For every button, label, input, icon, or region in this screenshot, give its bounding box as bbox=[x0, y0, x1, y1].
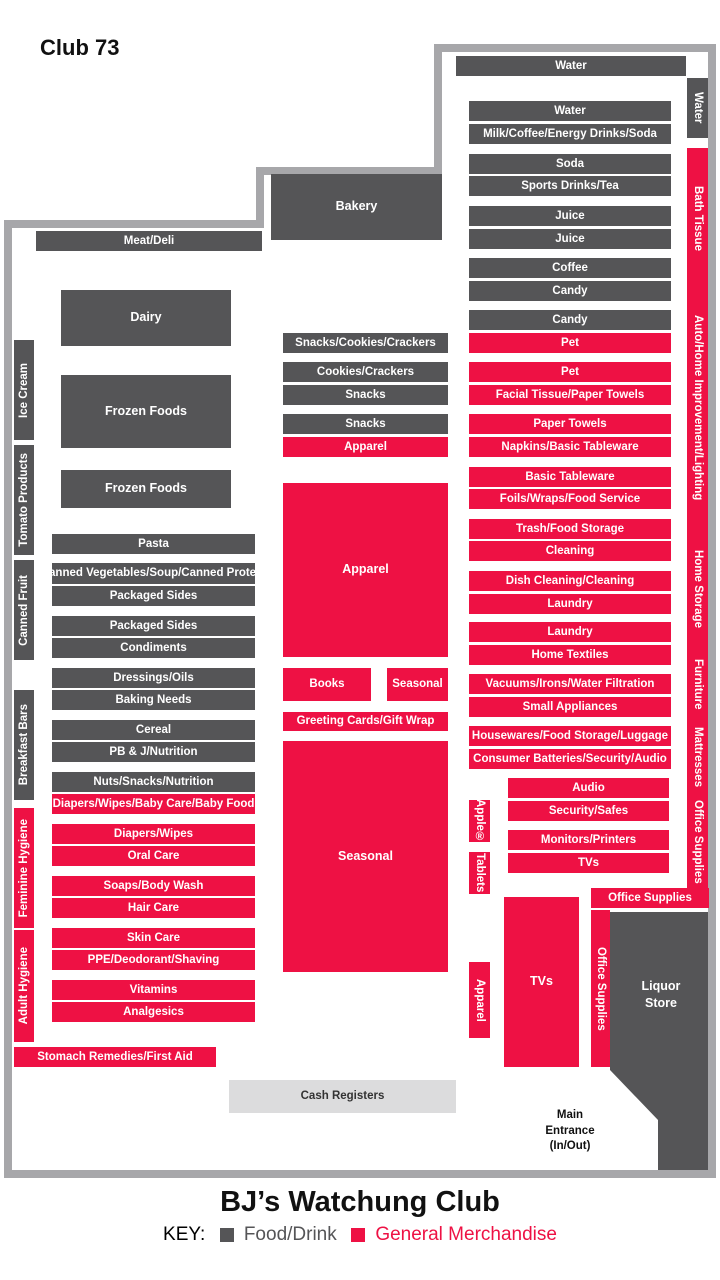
section-label: Apparel bbox=[473, 978, 486, 1022]
section-label: Apple® bbox=[473, 799, 486, 843]
section-packaged-sides bbox=[52, 586, 255, 606]
section-pet bbox=[469, 362, 671, 382]
section-label: Meat/Deli bbox=[123, 234, 175, 247]
section-hair-care bbox=[52, 898, 255, 918]
section-label: Baking Needs bbox=[115, 693, 192, 706]
section-label: Condiments bbox=[120, 641, 187, 654]
section-meat-deli bbox=[36, 231, 262, 251]
section-label: Sports Drinks/Tea bbox=[521, 179, 619, 192]
section-label: Packaged Sides bbox=[109, 619, 198, 632]
section-water bbox=[687, 78, 708, 138]
section-tablets bbox=[469, 852, 490, 894]
section-label: Paper Towels bbox=[533, 417, 607, 430]
section-label: Pet bbox=[561, 336, 579, 349]
section-bath-tissue bbox=[687, 148, 708, 288]
section-label: Soaps/Body Wash bbox=[103, 879, 204, 892]
section-candy bbox=[469, 310, 671, 330]
key-food-label: Food/Drink bbox=[243, 1224, 337, 1245]
section-candy bbox=[469, 281, 671, 301]
section-laundry bbox=[469, 594, 671, 614]
section-napkins-basic-tableware bbox=[469, 437, 671, 457]
key-label: KEY: bbox=[163, 1224, 206, 1245]
section-auto-home-improvement-lighting bbox=[687, 288, 708, 528]
section-label: Trash/Food Storage bbox=[516, 522, 624, 535]
section-dish-cleaning-cleaning bbox=[469, 571, 671, 591]
section-greeting-cards-gift-wrap bbox=[283, 712, 448, 731]
section-label: Laundry bbox=[547, 597, 593, 610]
main-entrance: Main Entrance (In/Out) bbox=[545, 1109, 595, 1153]
section-label: Foils/Wraps/Food Service bbox=[499, 492, 641, 505]
section-label: Pet bbox=[561, 365, 579, 378]
section-label: Consumer Batteries/Security/Audio bbox=[473, 752, 667, 765]
section-pasta bbox=[52, 534, 255, 554]
section-housewares-food-storage-luggage bbox=[469, 726, 671, 746]
section-diapers-wipes bbox=[52, 824, 255, 844]
section-liquor-store bbox=[614, 960, 708, 1030]
section-small-appliances bbox=[469, 697, 671, 717]
section-juice bbox=[469, 229, 671, 249]
section-label: Security/Safes bbox=[548, 804, 629, 817]
section-label: Home Storage bbox=[691, 550, 704, 628]
section-seasonal bbox=[283, 741, 448, 972]
section-label: Home Textiles bbox=[531, 648, 609, 661]
section-label: Diapers/Wipes/Baby Care/Baby Food bbox=[52, 797, 255, 810]
section-label: Feminine Hygiene bbox=[17, 818, 30, 918]
section-label: Packaged Sides bbox=[109, 589, 198, 602]
section-label: Water bbox=[554, 104, 586, 117]
section-label: Milk/Coffee/Energy Drinks/Soda bbox=[483, 127, 657, 140]
section-ice-cream bbox=[14, 340, 34, 440]
section-feminine-hygiene bbox=[14, 808, 34, 928]
section-pb-j-nutrition bbox=[52, 742, 255, 762]
section-label: Seasonal bbox=[338, 848, 393, 863]
section-label: Office Supplies bbox=[691, 800, 704, 884]
key-swatch-food bbox=[220, 1228, 234, 1242]
section-label: Soda bbox=[555, 157, 585, 170]
section-trash-food-storage bbox=[469, 519, 671, 539]
section-label: Canned Vegetables/Soup/Canned Protein bbox=[40, 567, 267, 580]
section-adult-hygiene bbox=[14, 930, 34, 1042]
section-label: Nuts/Snacks/Nutrition bbox=[93, 775, 214, 788]
section-tvs bbox=[508, 853, 669, 873]
section-label: Monitors/Printers bbox=[540, 833, 637, 846]
section-label: Books bbox=[309, 678, 345, 691]
section-label: Vitamins bbox=[129, 983, 178, 996]
section-label: Cleaning bbox=[545, 544, 595, 557]
section-juice bbox=[469, 206, 671, 226]
section-apparel bbox=[469, 962, 490, 1038]
section-ppe-deodorant-shaving bbox=[52, 950, 255, 970]
section-vitamins bbox=[52, 980, 255, 1000]
section-label: Mattresses bbox=[691, 726, 704, 788]
section-label: Furniture bbox=[691, 658, 704, 710]
section-stomach-remedies-first-aid bbox=[14, 1047, 216, 1067]
section-label: Snacks/Cookies/Crackers bbox=[295, 336, 436, 349]
section-water bbox=[456, 56, 686, 76]
section-label: Apparel bbox=[342, 562, 389, 577]
section-label: Cash Registers bbox=[300, 1090, 385, 1103]
section-label: TVs bbox=[530, 974, 553, 989]
section-basic-tableware bbox=[469, 467, 671, 487]
club-number: Club 73 bbox=[40, 35, 120, 60]
section-office-supplies bbox=[591, 910, 610, 1067]
section-oral-care bbox=[52, 846, 255, 866]
section-label: Auto/Home Improvement/Lighting bbox=[691, 315, 704, 501]
section-label: Stomach Remedies/First Aid bbox=[37, 1050, 193, 1063]
section-canned-fruit bbox=[14, 560, 34, 660]
section-label: Liquor Store bbox=[641, 979, 681, 1010]
section-label: PB & J/Nutrition bbox=[109, 745, 198, 758]
section-sports-drinks-tea bbox=[469, 176, 671, 196]
section-label: Dairy bbox=[130, 310, 162, 325]
section-label: Adult Hygiene bbox=[17, 947, 30, 1025]
section-label: Dish Cleaning/Cleaning bbox=[505, 574, 635, 587]
section-cookies-crackers bbox=[283, 362, 448, 382]
section-label: Vacuums/Irons/Water Filtration bbox=[485, 677, 655, 690]
section-label: Facial Tissue/Paper Towels bbox=[495, 388, 645, 401]
section-label: Tablets bbox=[473, 853, 486, 893]
section-snacks bbox=[283, 414, 448, 434]
section-label: Candy bbox=[552, 284, 588, 297]
section-label: Cookies/Crackers bbox=[316, 365, 415, 378]
section-baking-needs bbox=[52, 690, 255, 710]
section-dairy bbox=[61, 290, 231, 346]
section-furniture bbox=[687, 650, 708, 718]
section-label: Breakfast Bars bbox=[17, 704, 30, 786]
key-swatch-general bbox=[351, 1228, 365, 1242]
section-security-safes bbox=[508, 801, 669, 821]
section-office-supplies bbox=[591, 888, 709, 908]
section-audio bbox=[508, 778, 669, 798]
section-label: Basic Tableware bbox=[525, 470, 615, 483]
map-key bbox=[0, 1224, 720, 1246]
section-label: Diapers/Wipes bbox=[113, 827, 194, 840]
section-label: Cereal bbox=[135, 723, 172, 736]
section-label: Snacks bbox=[345, 417, 386, 430]
section-label: Housewares/Food Storage/Luggage bbox=[471, 729, 669, 742]
section-dressings-oils bbox=[52, 668, 255, 688]
section-label: TVs bbox=[577, 856, 600, 869]
section-label: Analgesics bbox=[123, 1005, 184, 1018]
section-label: Audio bbox=[572, 781, 605, 794]
section-packaged-sides bbox=[52, 616, 255, 636]
section-label: Ice Cream bbox=[17, 362, 30, 418]
section-label: Canned Fruit bbox=[17, 574, 30, 646]
section-label: Coffee bbox=[552, 261, 588, 274]
section-canned-vegetables-soup-canned-protein bbox=[40, 563, 267, 584]
section-label: Juice bbox=[555, 209, 585, 222]
section-label: Small Appliances bbox=[522, 700, 618, 713]
section-diapers-wipes-baby-care-baby-food bbox=[52, 794, 255, 814]
section-snacks-cookies-crackers bbox=[283, 333, 448, 353]
section-soda bbox=[469, 154, 671, 174]
section-label: Greeting Cards/Gift Wrap bbox=[296, 715, 435, 728]
section-home-textiles bbox=[469, 645, 671, 665]
section-mattresses bbox=[687, 718, 708, 796]
section-soaps-body-wash bbox=[52, 876, 255, 896]
section-apparel bbox=[283, 437, 448, 457]
section-label: Candy bbox=[552, 313, 588, 326]
section-label: PPE/Deodorant/Shaving bbox=[87, 953, 220, 966]
section-office-supplies bbox=[687, 796, 708, 888]
section-books bbox=[283, 668, 371, 701]
section-label: Bath Tissue bbox=[691, 185, 704, 251]
store-title: BJ’s Watchung Club bbox=[220, 1186, 500, 1218]
section-paper-towels bbox=[469, 414, 671, 434]
section-label: Dressings/Oils bbox=[113, 671, 194, 684]
section-tomato-products bbox=[14, 445, 34, 555]
section-skin-care bbox=[52, 928, 255, 948]
section-label: Office Supplies bbox=[608, 891, 692, 904]
section-label: Pasta bbox=[138, 537, 169, 550]
section-breakfast-bars bbox=[14, 690, 34, 800]
section-label: Seasonal bbox=[392, 678, 443, 691]
section-water bbox=[469, 101, 671, 121]
section-milk-coffee-energy-drinks-soda bbox=[469, 124, 671, 144]
section-label: Water bbox=[691, 92, 704, 124]
section-condiments bbox=[52, 638, 255, 658]
section-vacuums-irons-water-filtration bbox=[469, 674, 671, 694]
section-label: Napkins/Basic Tableware bbox=[501, 440, 639, 453]
section-apparel bbox=[283, 483, 448, 657]
section-apple bbox=[469, 800, 490, 842]
section-bakery bbox=[271, 174, 442, 240]
section-label: Apparel bbox=[344, 440, 387, 453]
section-label: Water bbox=[555, 59, 587, 72]
section-laundry bbox=[469, 622, 671, 642]
section-pet bbox=[469, 333, 671, 353]
section-nuts-snacks-nutrition bbox=[52, 772, 255, 792]
section-label: Bakery bbox=[335, 199, 378, 214]
section-frozen-foods bbox=[61, 470, 231, 508]
section-tvs bbox=[504, 897, 579, 1067]
section-facial-tissue-paper-towels bbox=[469, 385, 671, 405]
section-foils-wraps-food-service bbox=[469, 489, 671, 509]
section-monitors-printers bbox=[508, 830, 669, 850]
section-analgesics bbox=[52, 1002, 255, 1022]
section-label: Skin Care bbox=[126, 931, 181, 944]
section-label: Hair Care bbox=[127, 901, 180, 914]
section-label: Laundry bbox=[547, 625, 593, 638]
key-general-label: General Merchandise bbox=[375, 1224, 557, 1245]
section-cleaning bbox=[469, 541, 671, 561]
section-consumer-batteries-security-audio bbox=[469, 749, 671, 769]
section-frozen-foods bbox=[61, 375, 231, 448]
section-label: Tomato Products bbox=[17, 453, 30, 547]
section-cereal bbox=[52, 720, 255, 740]
section-snacks bbox=[283, 385, 448, 405]
section-cash-registers bbox=[229, 1080, 456, 1113]
section-label: Office Supplies bbox=[594, 946, 607, 1031]
section-label: Frozen Foods bbox=[105, 481, 187, 496]
section-label: Oral Care bbox=[127, 849, 180, 862]
section-label: Snacks bbox=[345, 388, 386, 401]
section-seasonal bbox=[387, 668, 448, 701]
section-home-storage bbox=[687, 528, 708, 650]
section-coffee bbox=[469, 258, 671, 278]
section-label: Juice bbox=[555, 232, 585, 245]
section-label: Frozen Foods bbox=[105, 403, 187, 418]
